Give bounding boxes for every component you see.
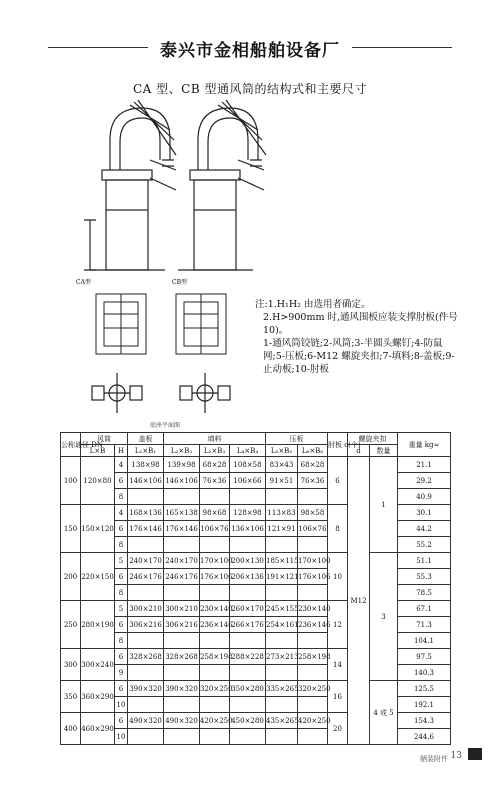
l4-cell [230,489,266,505]
l2-cell: 300×210 [164,601,200,617]
th-cover: 盖板 [128,433,164,445]
table-row [61,681,451,697]
th-l2b2: L₂×B₂ [164,445,200,457]
l4-cell: 266×176 [230,617,266,633]
l6-cell [298,537,328,553]
l6-cell: 76×36 [298,473,328,489]
h-cell: 9 [115,665,128,681]
l5-cell: 335×265 [266,681,298,697]
l4-cell: 260×170 [230,601,266,617]
l2-cell: 165×138 [164,505,200,521]
l2-cell: 139×98 [164,457,200,473]
l3-cell: 230×140 [200,601,230,617]
cb-type-drawing [168,100,278,290]
l4-cell: 128×98 [230,505,266,521]
cover-cell: 306×216 [128,617,164,633]
l3-cell: 106×76 [200,521,230,537]
lxb-cell: 360×290 [81,681,115,713]
l2-cell: 306×216 [164,617,200,633]
weight-cell: 30.1 [398,505,451,521]
page-title: CA 型、CB 型通风筒的结构式和主要尺寸 [133,82,367,96]
h-cell: 8 [115,537,128,553]
l5-cell: 245×155 [266,601,298,617]
th-d: d [348,445,370,457]
cover-cell: 168×136 [128,505,164,521]
l3-cell: 76×36 [200,473,230,489]
h-cell: 6 [115,681,128,697]
l6-cell: 258×198 [298,649,328,665]
l6-cell: 236×146 [298,617,328,633]
weight-cell: 55.3 [398,569,451,585]
dn-cell: 150 [61,505,81,553]
l2-cell: 146×106 [164,473,200,489]
l5-cell [266,729,298,745]
l6-cell: 170×100 [298,553,328,569]
dn-cell: 250 [61,601,81,649]
th-l1b1: L₁×B₁ [128,445,164,457]
l5-cell [266,665,298,681]
cover-cell: 240×170 [128,553,164,569]
h-cell: 10 [115,729,128,745]
l5-cell: 191×121 [266,569,298,585]
h-cell: 5 [115,601,128,617]
table-row [61,457,451,473]
l2-cell [164,489,200,505]
note-3: 1-通风筒铰链;2-风筒;3-半圆头螺钉;4-防鼠网;5-压板;6-M12 螺旋夹扣;7-填料;8-盖板;9-止动板;10-肘板 [263,338,455,375]
lxb-cell: 300×240 [81,649,115,681]
l3-cell: 170×100 [200,553,230,569]
weight-cell: 44.2 [398,521,451,537]
l4-cell [230,665,266,681]
dn-cell: 300 [61,649,81,681]
l2-cell [164,729,200,745]
dn-cell: 200 [61,553,81,601]
cover-cell [128,633,164,649]
l3-cell [200,665,230,681]
weight-cell: 21.1 [398,457,451,473]
l2-cell: 176×146 [164,521,200,537]
c-cell: 8 [328,505,348,553]
th-qty: 数量 [370,445,398,457]
weight-cell: 154.3 [398,713,451,729]
h-cell: 8 [115,489,128,505]
l5-cell: 185×115 [266,553,298,569]
clamp-qty-cell: 4 或 5 [370,681,398,745]
l4-cell [230,697,266,713]
weight-cell: 140.3 [398,665,451,681]
h-cell: 6 [115,713,128,729]
page-number: 13 [450,751,462,761]
l4-cell: 206×136 [230,569,266,585]
l3-cell [200,489,230,505]
l5-cell: 113×83 [266,505,298,521]
c-cell: 14 [328,649,348,681]
l6-cell [298,665,328,681]
weight-cell: 244.6 [398,729,451,745]
weight-cell: 78.5 [398,585,451,601]
th-dn: 公称通径 DN [61,433,81,457]
cover-cell: 490×320 [128,713,164,729]
cover-cell [128,585,164,601]
cover-cell: 138×98 [128,457,164,473]
h-cell: 6 [115,649,128,665]
c-cell: 6 [328,457,348,505]
company-name: 泰兴市金相船舶设备厂 [160,41,340,61]
c-cell: 10 [328,553,348,601]
l4-cell: 350×280 [230,681,266,697]
cb-label: CB型 [172,279,188,286]
l5-cell: 435×265 [266,713,298,729]
th-lxb: L×B [81,445,115,457]
th-l3b3: L₃×B₃ [200,445,230,457]
weight-cell: 55.2 [398,537,451,553]
l4-cell [230,537,266,553]
l2-cell: 246×176 [164,569,200,585]
th-l5b5: L₅×B₅ [266,445,298,457]
h-cell: 6 [115,569,128,585]
ca-type-drawing [70,100,180,290]
l5-cell [266,489,298,505]
cover-cell [128,489,164,505]
l6-cell: 68×28 [298,457,328,473]
l2-cell [164,697,200,713]
clamp-detail-right [170,368,240,418]
l3-cell: 320×250 [200,681,230,697]
corner-mark [468,748,482,760]
h-cell: 6 [115,617,128,633]
l3-cell: 420×250 [200,713,230,729]
footer-label: 舾装附件 [420,755,448,763]
l3-cell [200,697,230,713]
h-cell: 6 [115,473,128,489]
l4-cell [230,729,266,745]
l6-cell [298,729,328,745]
lxb-cell: 220×150 [81,553,115,601]
th-l4b4: L₄×B₄ [230,445,266,457]
lxb-cell: 150×120 [81,505,115,553]
h-cell: 6 [115,521,128,537]
weight-cell: 192.1 [398,697,451,713]
l5-cell: 83×43 [266,457,298,473]
lxb-cell: 280×190 [81,601,115,649]
l2-cell: 328×268 [164,649,200,665]
cover-cell [128,665,164,681]
cover-cell [128,537,164,553]
plan-view-right [168,288,238,360]
spec-table [60,432,451,745]
th-press: 压板 [266,433,328,445]
l4-cell: 200×130 [230,553,266,569]
lxb-cell: 120×80 [81,457,115,505]
note-2: 2.H>900mm 时,通风围板应装支撑肘板(件号10)。 [263,312,458,336]
l4-cell [230,585,266,601]
l3-cell: 236×146 [200,617,230,633]
l2-cell [164,585,200,601]
l6-cell [298,697,328,713]
l3-cell: 176×106 [200,569,230,585]
l5-cell [266,585,298,601]
weight-cell: 51.1 [398,553,451,569]
h-cell: 8 [115,633,128,649]
l3-cell [200,729,230,745]
l6-cell: 420×250 [298,713,328,729]
cover-cell [128,697,164,713]
cover-cell: 146×106 [128,473,164,489]
dn-cell: 100 [61,457,81,505]
weight-cell: 97.5 [398,649,451,665]
mid-caption: 底座平面图 [150,422,181,429]
l2-cell: 490×320 [164,713,200,729]
cover-cell: 176×146 [128,521,164,537]
dn-cell: 400 [61,713,81,745]
l6-cell: 320×250 [298,681,328,697]
l2-cell: 240×170 [164,553,200,569]
weight-cell: 67.1 [398,601,451,617]
l6-cell: 176×106 [298,569,328,585]
weight-cell: 104.1 [398,633,451,649]
l5-cell [266,633,298,649]
l2-cell [164,537,200,553]
clamp-d-cell: M12 [348,457,370,745]
l6-cell: 106×76 [298,521,328,537]
l6-cell [298,585,328,601]
note-1: 注:1.H₁H₂ 由选用者确定。 [255,299,371,310]
l4-cell: 288×228 [230,649,266,665]
l3-cell [200,537,230,553]
l2-cell: 390×320 [164,681,200,697]
l4-cell: 106×66 [230,473,266,489]
h-cell: 4 [115,505,128,521]
th-h: H [115,445,128,457]
th-l6b6: L₆×B₆ [298,445,328,457]
c-cell: 12 [328,601,348,649]
dn-cell: 350 [61,681,81,713]
l4-cell [230,633,266,649]
l6-cell: 98×58 [298,505,328,521]
l3-cell: 98×68 [200,505,230,521]
weight-cell: 125.5 [398,681,451,697]
c-cell: 20 [328,713,348,745]
l4-cell: 136×106 [230,521,266,537]
l5-cell [266,697,298,713]
l3-cell: 68×28 [200,457,230,473]
clamp-qty-cell: 3 [370,553,398,681]
th-wind-tube: 风筒 [81,433,128,445]
l2-cell [164,665,200,681]
l3-cell [200,585,230,601]
l5-cell: 121×91 [266,521,298,537]
l6-cell: 230×140 [298,601,328,617]
clamp-qty-cell: 1 [370,457,398,553]
l4-cell: 450×280 [230,713,266,729]
th-filler: 填料 [164,433,266,445]
cover-cell: 328×268 [128,649,164,665]
h-cell: 5 [115,553,128,569]
weight-cell: 71.3 [398,617,451,633]
l3-cell [200,633,230,649]
th-clamp: 螺旋夹扣 [348,433,398,445]
l5-cell [266,537,298,553]
table-row [61,553,451,569]
l5-cell: 91×51 [266,473,298,489]
l6-cell [298,489,328,505]
plan-view-left [88,288,158,360]
cover-cell: 300×210 [128,601,164,617]
h-cell: 8 [115,585,128,601]
l6-cell [298,633,328,649]
clamp-detail-left [82,368,152,418]
h-cell: 10 [115,697,128,713]
l5-cell: 254×161 [266,617,298,633]
ca-label: CA型 [76,279,91,286]
cover-cell [128,729,164,745]
l2-cell [164,633,200,649]
notes-block [255,298,460,376]
l4-cell: 108×58 [230,457,266,473]
h-cell: 4 [115,457,128,473]
weight-cell: 40.9 [398,489,451,505]
cover-cell: 246×176 [128,569,164,585]
l5-cell: 273×213 [266,649,298,665]
l3-cell: 258×198 [200,649,230,665]
cover-cell: 390×320 [128,681,164,697]
c-cell: 16 [328,681,348,713]
weight-cell: 29.2 [398,473,451,489]
th-weight: 重量 kg≈ [398,433,451,457]
th-c: 肘板 c(个) [328,433,348,457]
lxb-cell: 460×290 [81,713,115,745]
